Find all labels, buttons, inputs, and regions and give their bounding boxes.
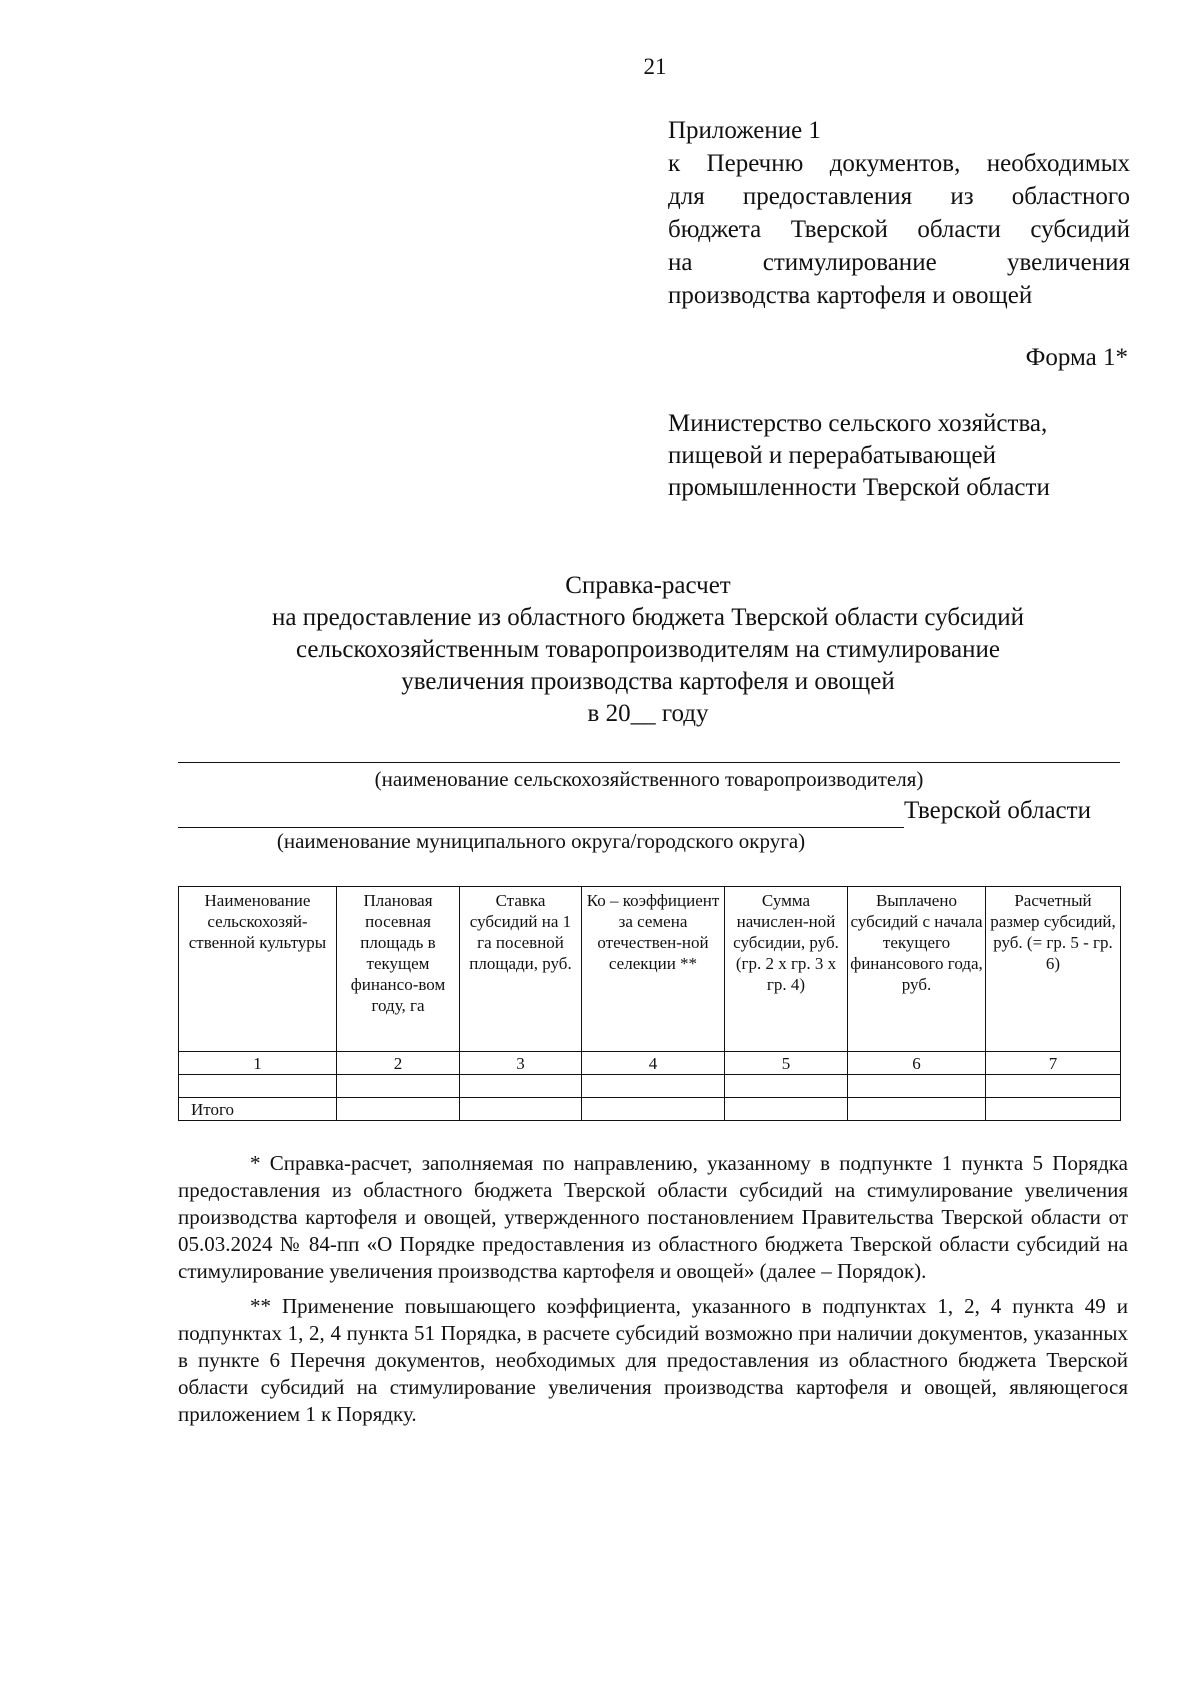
column-number-row [179,1052,1121,1075]
column-header: Плановая посевная площадь в текущем финансо-вом году, га [337,887,460,1052]
title-line: в 20__ году [587,700,709,727]
column-header: Ко – коэффициент за семена отечествен-ной селекции ** [582,887,725,1052]
table-cell [337,1098,460,1121]
footnote: ** Применение повышающего коэффициента, указанного в подпунктах 1, 2, 4 пункта 49 и подпунктах 1, 2, 4 пункта 51 Порядка, в расчете субсидий возможно при наличии документов, указанных в пункте 6 Перечня документов, необходимых для предоставления из областного бюджета Тверской области субсидий на стимулирование увеличения производства картофеля и овощей, являющегося приложением 1 к Порядку. [178,1294,1128,1426]
title-heading: Справка-расчет [565,572,731,599]
table-cell [986,1075,1121,1098]
footnote: * Справка-расчет, заполняемая по направлению, указанному в подпункте 1 пункта 5 Порядка предоставления из областного бюджета Тверской области субсидий на стимулирование увеличения производства картофеля и овощей, утвержденного постановлением Правительства Тверской области от 05.03.2024 № 84-пп «О Порядке предоставления из областного бюджета Тверской области субсидий на стимулирование увеличения производства картофеля и овощей» (далее – Порядок). [178,1151,1128,1283]
table-cell [179,1075,337,1098]
column-number: 3 [460,1052,582,1075]
table-cell [582,1098,725,1121]
table-cell [848,1098,986,1121]
column-header: Наименование сельскохозяй-ственной культуры [179,887,337,1052]
appendix-line: на стимулирование увеличения [668,249,1130,276]
appendix-line: для предоставления из областного [668,183,1130,210]
calculation-table [178,886,1121,1121]
appendix-line: к Перечню документов, необходимых [668,150,1130,177]
appendix-line: производства картофеля и овощей [668,282,1033,309]
appendix-line: бюджета Тверской области субсидий [668,216,1130,243]
producer-name-line [178,762,1120,763]
ministry-line: пищевой и перерабатывающей [668,442,997,469]
column-number: 6 [848,1052,986,1075]
title-line: сельскохозяйственным товаропроизводителям на стимулирование [296,636,1000,663]
title-line: на предоставление из областного бюджета Тверской области субсидий [271,604,1024,631]
title-line: увеличения производства картофеля и овощей [401,668,895,695]
table-cell [725,1098,848,1121]
total-label: Итого [179,1098,337,1121]
total-row [179,1098,1121,1121]
column-number: 5 [725,1052,848,1075]
column-number: 7 [986,1052,1121,1075]
ministry-line: промышленности Тверской области [668,474,1050,501]
column-number: 1 [179,1052,337,1075]
column-number: 4 [582,1052,725,1075]
column-header: Ставка субсидий на 1 га посевной площади, руб. [460,887,582,1052]
page-number: 21 [643,54,667,79]
table-cell [460,1075,582,1098]
column-header: Выплачено субсидий с начала текущего финансового года, руб. [848,887,986,1052]
table-cell [337,1075,460,1098]
ministry-block [668,408,1138,504]
table-header-row [179,887,1121,1052]
table-cell [848,1075,986,1098]
ministry-line: Министерство сельского хозяйства, [668,410,1048,437]
municipality-name-line [178,827,904,828]
document-title [178,570,1118,730]
table-cell [460,1098,582,1121]
column-number: 2 [337,1052,460,1075]
footnotes [178,1150,1128,1436]
table-row [179,1075,1121,1098]
producer-caption: (наименование сельскохозяйственного товаропроизводителя) [374,767,924,791]
appendix-block [668,114,1130,312]
form-label: Форма 1* [1025,344,1128,371]
municipality-caption: (наименование муниципального округа/городского округа) [276,829,806,853]
table-cell [725,1075,848,1098]
appendix-title: Приложение 1 [668,117,821,144]
column-header: Сумма начислен-ной субсидии, руб. (гр. 2 х гр. 3 х гр. 4) [725,887,848,1052]
table-cell [582,1075,725,1098]
region-suffix: Тверской области [904,797,1091,824]
table-cell [986,1098,1121,1121]
column-header: Расчетный размер субсидий, руб. (= гр. 5 - гр. 6) [986,887,1121,1052]
